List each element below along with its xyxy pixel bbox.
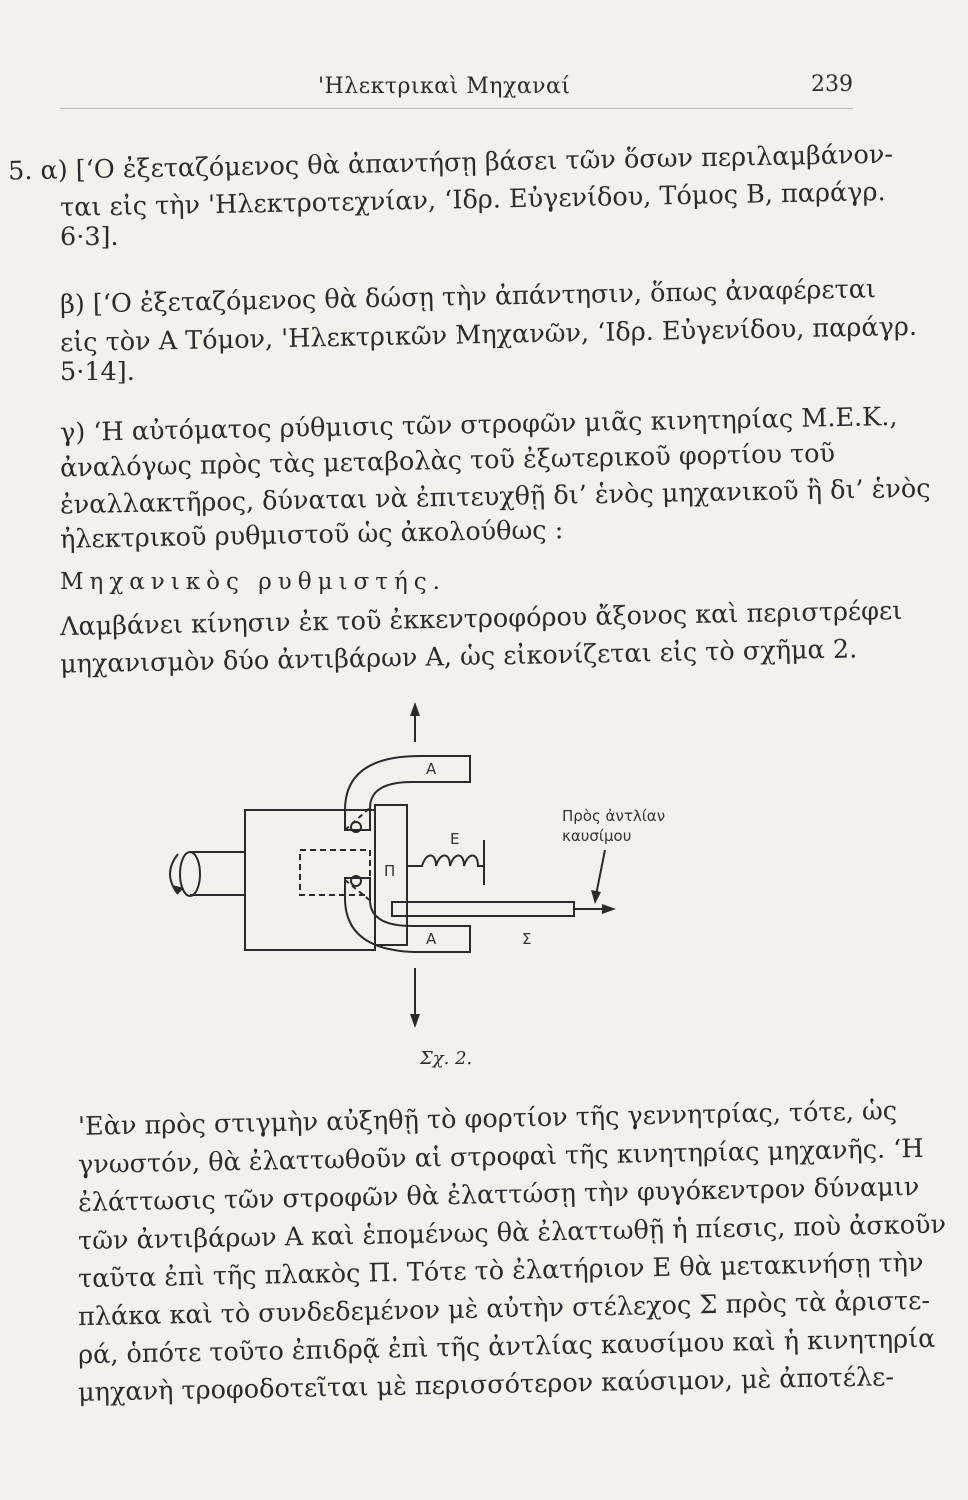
- text-line: ταῦτα ἐπὶ τῆς πλακὸς Π. Τότε τὸ ἐλατήριον Ε θὰ μετακινήσῃ τὴν: [77, 1247, 924, 1295]
- label-e: Ε: [450, 830, 460, 848]
- text-line: πλάκα καὶ τὸ συνδεδεμένον μὲ αὐτὴν στέλεχος Σ πρὸς τὰ ἀριστε-: [77, 1285, 931, 1333]
- spring-e: [408, 856, 484, 867]
- page-number: 239: [811, 72, 853, 97]
- text-line: ται εἰς τὴν 'Ηλεκτροτεχνίαν, ‘Ιδρ. Εὐγενίδου, Τόμος Β, παράγρ.: [59, 177, 886, 223]
- text-line: ἠλεκτρικοῦ ρυθμιστοῦ ὡς ἀκολούθως :: [59, 515, 564, 555]
- running-title: 'Ηλεκτρικαὶ Μηχαναί: [318, 74, 571, 99]
- text-line: 6·3].: [60, 222, 119, 252]
- text-line: ρά, ὁπότε τοῦτο ἐπιδρᾷ ἐπὶ τῆς ἀντλίας καυσίμου καὶ ἡ κινητηρία: [77, 1323, 936, 1371]
- dashed-link: [345, 880, 372, 902]
- pump-note-line1: Πρὸς ἀντλίαν: [562, 807, 666, 825]
- arrow-down-head: [410, 1014, 420, 1028]
- text-line: γνωστόν, θὰ ἐλαττωθοῦν αἱ στροφαὶ τῆς κινητηρίας μηχανῆς. ‘Η: [77, 1133, 924, 1181]
- shaft-end: [180, 852, 200, 896]
- text-line: β) [‘Ο ἐξεταζόμενος θὰ δώσῃ τὴν ἀπάντησιν, ὅπως ἀναφέρεται: [59, 274, 877, 320]
- page-header: [60, 68, 853, 109]
- text-line: 'Εὰν πρὸς στιγμὴν αὐξηθῇ τὸ φορτίον τῆς γεννητρίας, τότε, ὡς: [77, 1096, 898, 1142]
- text-line: ἐλάττωσις τῶν στροφῶν θὰ ἐλαττώσῃ τὴν φυγόκεντρον δύναμιν: [77, 1171, 920, 1219]
- text-line: τῶν ἀντιβάρων Α καὶ ἑπομένως θὰ ἐλαττωθῇ ἡ πίεσις, ποὺ ἀσκοῦν: [77, 1209, 947, 1257]
- label-a-bottom: Α: [426, 930, 437, 948]
- label-a-top: Α: [426, 760, 437, 778]
- text-line: 5·14].: [60, 357, 135, 387]
- text-line: ἐναλλακτῆρος, δύναται νὰ ἐπιτευχθῇ δι’ ἑνὸς μηχανικοῦ ἢ δι’ ἑνὸς: [59, 473, 931, 521]
- text-line: μηχανὴ τροφοδοτεῖται μὲ περισσότερον καύσιμον, μὲ ἀποτέλε-: [77, 1362, 895, 1408]
- governor-diagram: [150, 690, 670, 1090]
- label-p: Π: [384, 862, 396, 880]
- text-line: μηχανισμὸν δύο ἀντιβάρων Α, ὡς εἰκονίζεται εἰς τὸ σχῆμα 2.: [59, 634, 858, 680]
- section-heading: Μηχανικὸς ρυθμιστής.: [60, 569, 446, 595]
- text-line: γ) ‘Η αὐτόματος ρύθμισις τῶν στροφῶν μιᾶς κινητηρίας Μ.Ε.Κ.,: [59, 401, 898, 449]
- label-s: Σ: [522, 930, 532, 948]
- rod-s: [392, 902, 574, 916]
- text-line: ἀναλόγως πρὸς τὰς μεταβολὰς τοῦ ἐξωτερικοῦ φορτίου τοῦ: [59, 438, 836, 484]
- figure-caption: Σχ. 2.: [420, 1048, 473, 1069]
- text-line: 5. α) [‘Ο ἐξεταζόμενος θὰ ἀπαντήσῃ βάσει τῶν ὅσων περιλαμβάνον-: [7, 139, 894, 187]
- inner-dashed-rect: [300, 850, 370, 895]
- pump-note-line2: καυσίμου: [562, 827, 632, 845]
- arrow-up-head: [410, 702, 420, 716]
- rod-arrow-head: [602, 904, 616, 914]
- text-line: Λαμβάνει κίνησιν ἐκ τοῦ ἐκκεντροφόρου ἄξονος καὶ περιστρέφει: [59, 595, 903, 643]
- figure-governor: [150, 690, 670, 1090]
- text-line: εἰς τὸν Α Τόμον, 'Ηλεκτρικῶν Μηχανῶν, ‘Ιδρ. Εὐγενίδου, παράγρ.: [59, 311, 918, 359]
